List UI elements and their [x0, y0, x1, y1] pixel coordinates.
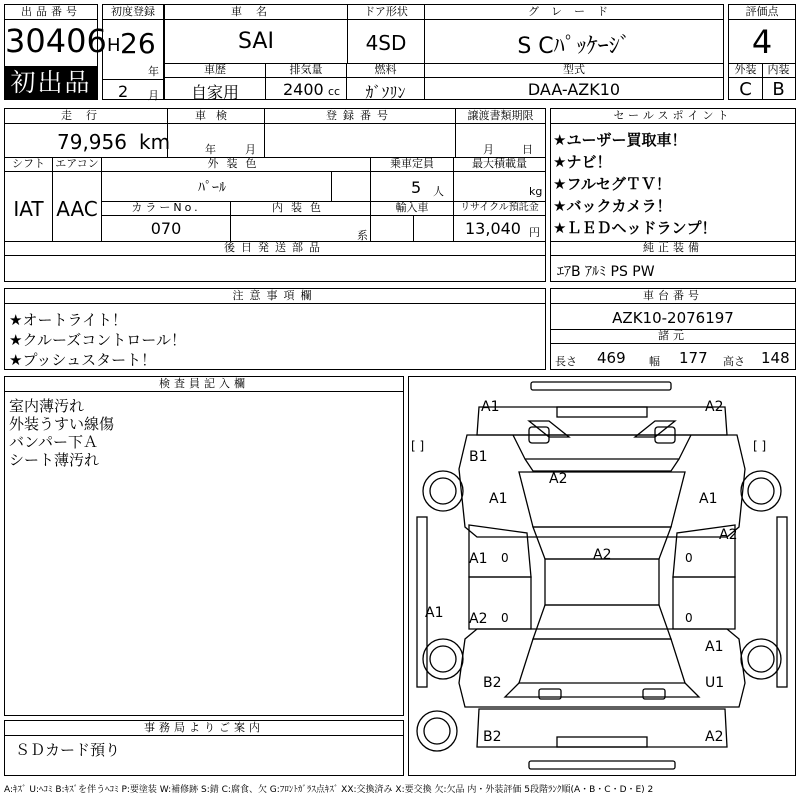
sales-point-item: ★ユーザー買取車！ [553, 131, 687, 149]
inspector-box [4, 376, 404, 716]
equipment-label: 純正装備 [551, 241, 795, 256]
mark-rear-bumper-left: B2 [483, 729, 502, 745]
mark-front-left: A1 [481, 399, 500, 415]
max-load-label: 最大積載量 [454, 157, 545, 172]
color-no: 070 [150, 219, 182, 238]
sales-points-box [550, 108, 796, 282]
capacity-label: 乗車定員 [371, 157, 453, 172]
sales-point-item: ★ＬＥＤヘッドランプ！ [553, 219, 717, 237]
year-unit: 年 [148, 65, 159, 78]
interior-color-unit: 系 [357, 229, 368, 242]
mark-roof: A2 [593, 547, 612, 563]
inspector-line: バンパー下Ａ [9, 433, 98, 451]
bracket-left: [ ] [411, 439, 425, 453]
model: DAA-AZK10 [527, 80, 621, 99]
transfer-day-unit: 日 [522, 143, 533, 156]
office-label: 事務局よりご案内 [5, 721, 403, 736]
chassis-box [550, 288, 796, 370]
capacity-unit: 人 [433, 185, 444, 198]
door-type: 4SD [365, 31, 407, 55]
sales-point-item: ★ナビ！ [553, 153, 612, 171]
ac: AAC [56, 197, 98, 221]
mark-fender-left: A1 [489, 491, 508, 507]
color-label: 外装色 [102, 157, 370, 172]
note-item: ★プッシュスタート！ [9, 351, 157, 369]
recycle-deposit: 13,040 [465, 219, 521, 238]
chassis-number: AZK10-2076197 [612, 309, 734, 327]
history: 自家用 [190, 83, 239, 102]
model-label: 型式 [425, 63, 723, 78]
mark-hood: A2 [549, 471, 568, 487]
mark-front-door-left-zero: 0 [501, 551, 509, 565]
displacement-unit: cc [328, 85, 341, 98]
mark-front-fender-left: B1 [469, 449, 488, 465]
sales-points-label: セールスポイント [551, 109, 795, 124]
interior-color-label: 内装色 [231, 201, 370, 216]
later-parts-label: 後日発送部品 [5, 241, 545, 256]
first-listing-badge: 初出品 [5, 66, 97, 99]
color: ﾊﾟｰﾙ [198, 180, 226, 196]
history-label: 車歴 [165, 63, 265, 78]
score-box [728, 4, 796, 100]
color-no-label: カラーNo. [102, 201, 230, 216]
mark-front-door-right-zero: 0 [685, 551, 693, 565]
transfer-label: 譲渡書類期限 [456, 109, 545, 124]
grade: S Cﾊﾟｯｹｰｼﾞ [517, 34, 631, 59]
month-unit: 月 [148, 89, 159, 102]
vehicle-info-box [164, 4, 724, 100]
mark-front-right: A2 [705, 399, 724, 415]
mileage: 79,956 [57, 130, 127, 154]
reg-no-label: 登録番号 [265, 109, 455, 124]
score: 4 [751, 23, 773, 61]
lot-number-box [4, 4, 107, 100]
bracket-right: [ ] [753, 439, 767, 453]
mark-rocker-left: A1 [425, 605, 444, 621]
details-box [4, 108, 546, 282]
lot-number: 30406 [5, 22, 107, 60]
chassis-label: 車台番号 [551, 289, 795, 304]
height: 148 [761, 349, 790, 367]
fuel-label: 燃料 [347, 63, 424, 78]
legend: A:ｷｽﾞ U:ﾍｺﾐ B:ｷｽﾞを伴うﾍｺﾐ P:要塗装 W:補修跡 S:錆 C:腐食、欠 G:ﾌﾛﾝﾄｶﾞﾗｽ点ｷｽﾞ XX:交換済み X:要交換 欠:欠品 内・外装評価 5段階ﾗﾝｸ順(A・B・C・D・E) 2 [4, 785, 654, 795]
lot-number-label: 出品番号 [5, 5, 97, 20]
inspection-year-unit: 年 [205, 143, 216, 156]
max-load-unit: kg [529, 185, 543, 198]
mark-rear-bumper-right: A2 [705, 729, 724, 745]
inspector-line: シート薄汚れ [9, 451, 100, 469]
mark-rear-door-left: A2 [469, 611, 488, 627]
inspector-label: 検査員記入欄 [5, 377, 403, 392]
length-label: 長さ [555, 355, 577, 368]
exterior-grade: C [739, 79, 752, 100]
era: H [107, 35, 121, 56]
exterior-label: 外装 [729, 63, 762, 78]
grade-label: グレード [425, 5, 723, 20]
shift: IAT [13, 197, 44, 221]
width: 177 [679, 349, 708, 367]
mark-rear-door-left-zero: 0 [501, 611, 509, 625]
mark-fender-right: A1 [699, 491, 718, 507]
inspection-month-unit: 月 [245, 143, 256, 156]
recycle-unit: 円 [529, 226, 540, 239]
sales-point-item: ★フルセグＴＶ！ [553, 175, 671, 193]
score-label: 評価点 [729, 5, 795, 20]
length: 469 [597, 349, 626, 367]
interior-label: 内装 [762, 63, 795, 78]
note-item: ★クルーズコントロール！ [9, 331, 186, 349]
capacity: 5 [411, 178, 422, 197]
displacement-label: 排気量 [266, 63, 346, 78]
height-label: 高さ [723, 355, 745, 368]
dims-label: 諸元 [551, 329, 795, 344]
inspector-line: 外装うすい線傷 [9, 415, 115, 433]
mark-rear-right: U1 [705, 675, 725, 691]
inspector-line: 室内薄汚れ [9, 397, 85, 415]
equipment: ｴｱB ｱﾙﾐ PS PW [557, 264, 655, 280]
fuel: ｶﾞｿﾘﾝ [365, 83, 406, 102]
ac-label: エアコン [53, 157, 101, 172]
notes-label: 注意事項欄 [5, 289, 545, 304]
mileage-label: 走行 [5, 109, 167, 124]
inspection-label: 車検 [168, 109, 264, 124]
sales-point-item: ★バックカメラ！ [553, 197, 672, 215]
car-name-label: 車名 [165, 5, 347, 20]
shift-label: シフト [5, 157, 52, 172]
transfer-month-unit: 月 [483, 143, 494, 156]
interior-grade: B [772, 79, 785, 100]
car-outline [409, 377, 795, 775]
office-note: ＳＤカード預り [15, 741, 121, 759]
car-diagram [408, 376, 796, 776]
recycle-label: リサイクル預託金 [454, 201, 545, 216]
first-registration-box [102, 4, 164, 100]
first-registration-label: 初度登録 [103, 5, 163, 20]
month: 2 [118, 82, 129, 101]
notes-box [4, 288, 546, 370]
width-label: 幅 [649, 355, 660, 368]
import-label: 輸入車 [371, 201, 453, 216]
mark-rear-door-right-zero: 0 [685, 611, 693, 625]
displacement: 2400 [283, 80, 324, 99]
car-name: SAI [238, 29, 274, 54]
office-box [4, 720, 404, 776]
mark-rear-fender-right: A1 [705, 639, 724, 655]
year: 26 [120, 27, 156, 60]
mark-front-door-right: A2 [719, 527, 738, 543]
door-label: ドア形状 [348, 5, 424, 20]
mileage-unit: km [139, 130, 171, 154]
note-item: ★オートライト！ [9, 311, 127, 329]
mark-front-door-left: A1 [469, 551, 488, 567]
mark-rear-left: B2 [483, 675, 502, 691]
